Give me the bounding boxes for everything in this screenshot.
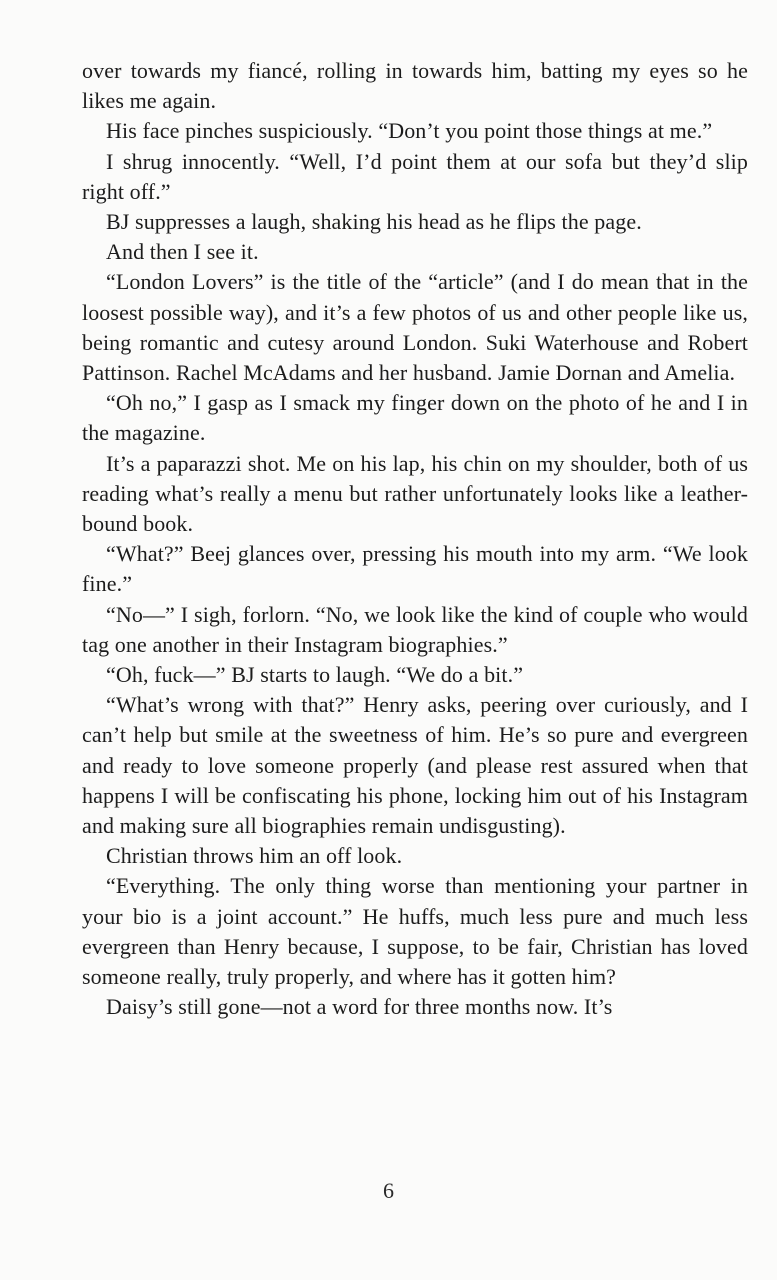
paragraph-continuation: over towards my fiancé, rolling in towards him, batting my eyes so he likes me again. [82,58,748,114]
paragraph: BJ suppresses a laugh, shaking his head as he flips the page. [106,209,642,235]
page-number: 6 [383,1178,394,1203]
paragraph: I shrug innocently. “Well, I’d point them at our sofa but they’d slip right off.” [82,148,748,204]
paragraph: “What?” Beej glances over, pressing his mouth into my arm. “We look fine.” [82,541,748,597]
paragraph: “No—” I sigh, forlorn. “No, we look like the kind of couple who would tag one another in their Instagram biographies.” [82,601,748,657]
paragraph: Daisy’s still gone—not a word for three months now. It’s [106,994,613,1020]
paragraph: “Oh no,” I gasp as I smack my finger down on the photo of he and I in the magazine. [82,390,748,446]
paragraph: It’s a paparazzi shot. Me on his lap, his chin on my shoulder, both of us reading what’s really a menu but rather unfortunately looks like a leather-bound book. [82,450,748,537]
paragraph: “Oh, fuck—” BJ starts to laugh. “We do a bit.” [106,662,524,688]
paragraph: And then I see it. [106,239,259,265]
paragraph: His face pinches suspiciously. “Don’t you point those things at me.” [106,118,713,144]
book-page-body [82,56,748,1023]
paragraph: “Everything. The only thing worse than mentioning your partner in your bio is a joint account.” He huffs, much less pure and much less evergreen than Henry because, I suppose, to be fair, Christian has loved someone really, truly properly, and where has it gotten him? [82,873,748,990]
paragraph: “London Lovers” is the title of the “article” (and I do mean that in the loosest possible way), and it’s a few photos of us and other people like us, being romantic and cutesy around London. Suki Waterhouse and Robert Pattinson. Rachel McAdams and her husband. Jamie Dornan and Amelia. [82,269,748,386]
paragraph: “What’s wrong with that?” Henry asks, peering over curiously, and I can’t help but smile at the sweetness of him. He’s so pure and evergreen and ready to love someone properly (and please rest assured when that happens I will be confiscating his phone, locking him out of his Instagram and making sure all biographies remain undisgusting). [82,692,748,839]
paragraph: Christian throws him an off look. [106,843,403,869]
